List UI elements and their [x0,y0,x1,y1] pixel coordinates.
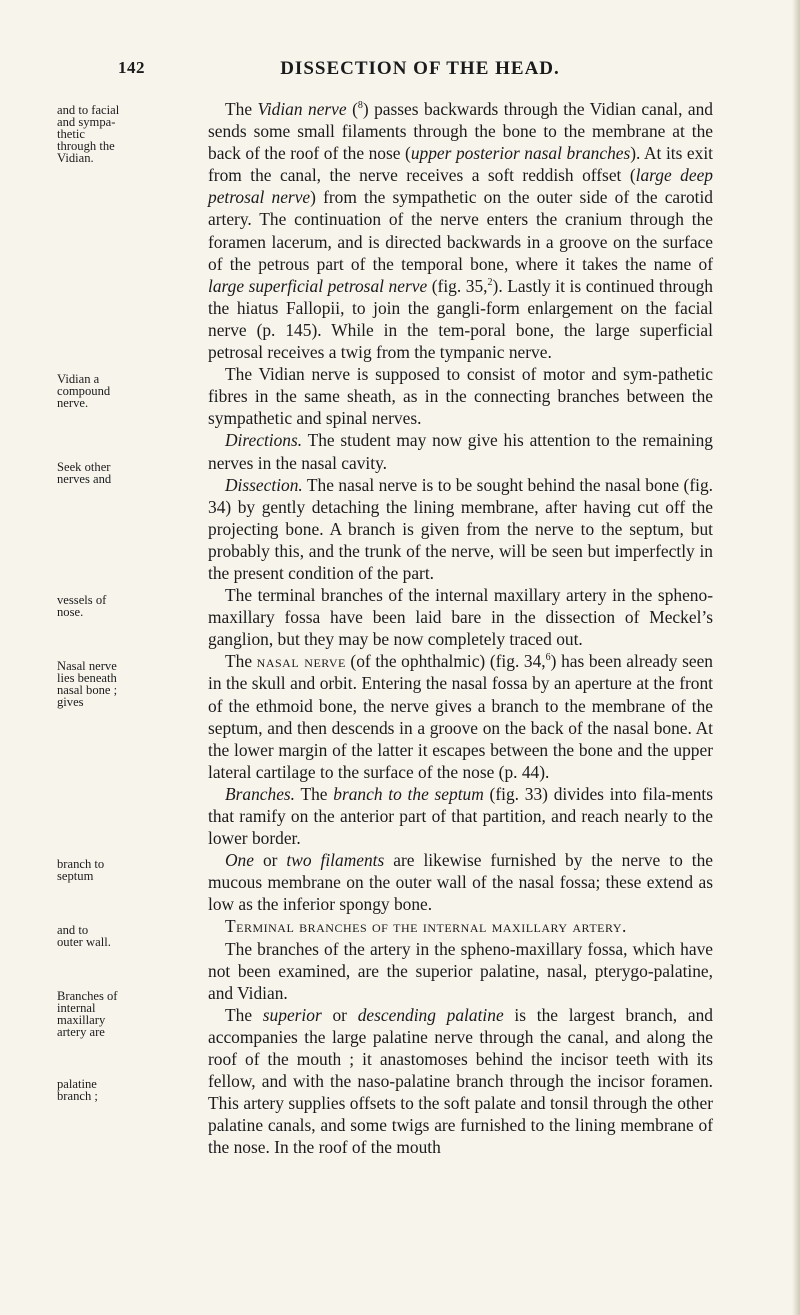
margin-note-line: nerves and [57,472,112,486]
section-label: Dissection. [225,474,303,495]
margin-note-outer-wall [57,924,153,948]
margin-note-branch-septum [57,858,153,882]
margin-note-line: compound [57,384,111,398]
margin-note-line: Branches of [57,989,118,1003]
italic-term: One [225,850,254,871]
paragraph-directions: Directions. The student may now give his attention to the remaining nerves in the nasal cavity. [208,430,713,473]
section-label: Branches. [225,783,296,804]
figure-reference: 8 [357,100,363,112]
margin-note-facial [57,104,153,164]
margin-note-line: and to [57,923,89,937]
italic-term: descending palatine [357,1004,504,1025]
margin-note-line: nasal bone ; [57,683,118,697]
paragraph-filaments: One or two filaments are likewise furnished by the nerve to the mucous membrane on the outer wall of the nasal fossa; these extend as low as the inferior spongy bone. [208,850,713,915]
small-caps-term: nasal nerve [256,651,346,672]
margin-note-line: Vidian a [57,372,100,386]
paragraph-branches: Branches. The branch to the septum (fig. 33) divides into fila-ments that ramify on the anterior part of that partition, and reach nearly to the lower border. [208,783,713,849]
margin-note-line: maxillary [57,1013,106,1027]
paragraph-nasal-nerve: The nasal nerve (of the ophthalmic) (fig. 34,$^6$) has been already seen in the skull and orbit. Entering the nasal fossa by an aperture at the front of the ethmoid bone, the nerve gives a branch to the membrane of the septum, and then descends in a groove on the back of the nasal bone. At the lower margin of the latter it escapes between the bone and the upper lateral cartilage to the surface of the nose (p. 44). [208,651,713,782]
paragraph-terminal-branches-intro: The terminal branches of the internal maxillary artery in the spheno-maxillary fossa have been laid bare in the dissection of Meckel’s ganglion, but they may be now completely traced out. [208,585,713,650]
figure-reference: 6 [545,652,551,664]
page-edge [792,0,800,1315]
paragraph-dissection: Dissection. The nasal nerve is to be sought behind the nasal bone (fig. 34) by gently detaching the lining membrane, after having cut off the projecting bone. A branch is given from the nerve to the septum, but probably this, and the trunk of the nerve, will be seen but imperfectly in the present condition of the part. [208,474,713,583]
margin-note-line: lies beneath [57,671,117,685]
margin-note-line: and to facial [57,103,120,117]
running-title: DISSECTION OF THE HEAD. [280,58,560,79]
margin-note-line: through the [57,139,115,153]
margin-note-line: thetic [57,127,85,141]
margin-note-line: Vidian. [57,151,94,165]
italic-term: large deep petrosal nerve [208,165,713,208]
paragraph-vidian-nerve: The Vidian nerve ($^8$) passes backwards through the Vidian canal, and sends some small filaments through the bone to the membrane at the back of the roof of the nose (upper posterior nasal branches). At its exit from the canal, the nerve receives a soft reddish offset (large deep petrosal nerve) from the sympathetic on the outer side of the carotid artery. The continuation of the nerve enters the cranium through the foramen lacerum, and is directed backwards in a groove on the surface of the petrous part of the temporal bone, where it takes the name of large superficial petrosal nerve (fig. 35,$^2$). Lastly it is continued through the hiatus Fallopii, to join the gangli-form enlargement on the facial nerve (p. 145). While in the tem-poral bone, the large superficial petrosal receives a twig from the tympanic nerve. [208,99,714,363]
margin-note-vessels [57,594,153,618]
margin-note-line: septum [57,869,94,883]
margin-note-line: internal [57,1001,96,1015]
italic-term: Vidian nerve [257,99,347,119]
margin-note-line: artery are [57,1025,105,1039]
paragraph-vidian-compound: The Vidian nerve is supposed to consist of motor and sym-pathetic fibres in the same sheath, as in the connecting branches between the sympathetic and spinal nerves. [208,364,713,429]
page-number: 142 [118,58,145,77]
paragraph-artery-branches: The branches of the artery in the spheno-maxillary fossa, which have not been examined, are the superior palatine, nasal, pterygo-palatine, and Vidian. [208,938,713,1003]
margin-note-line: vessels of [57,593,107,607]
margin-note-nasal-nerve [57,660,153,708]
figure-reference: 2 [487,276,493,288]
margin-note-branches-artery [57,990,153,1038]
margin-note-line: branch ; [57,1089,98,1103]
italic-term: upper posterior nasal branches [410,143,631,164]
margin-note-line: nose. [57,605,84,619]
italic-term: superior [262,1004,322,1025]
margin-note-line: and sympa- [57,115,116,129]
paragraph-superior-palatine: The superior or descending palatine is the largest branch, and accompanies the large palatine nerve through the canal, and along the roof of the mouth ; it anastomoses behind the incisor teeth with its fellow, and with the naso-palatine branch through the incisor foramen. This artery supplies offsets to the soft palate and tonsil through the other palatine canals, and some twigs are furnished to the lining membrane of the nose. In the roof of the mouth [208,1004,714,1158]
running-header [118,58,722,82]
section-heading-terminal-branches: Terminal branches of the internal maxillary artery. [225,916,627,937]
margin-note-line: branch to [57,857,105,871]
margin-note-seek-other [57,461,153,485]
section-label: Directions. [225,430,303,451]
body-text [208,98,713,1159]
margin-note-vidian-compound [57,373,153,409]
margin-note-line: Seek other [57,460,111,474]
italic-term: two filaments [286,850,385,871]
italic-term: branch to the septum [333,783,484,804]
margin-note-line: palatine [57,1077,97,1091]
margin-note-line: nerve. [57,396,89,410]
margin-note-line: Nasal nerve [57,659,117,673]
margin-note-line: outer wall. [57,935,111,949]
margin-note-palatine [57,1078,153,1102]
margin-note-line: gives [57,695,84,709]
italic-term: large superficial petrosal nerve [208,275,428,296]
